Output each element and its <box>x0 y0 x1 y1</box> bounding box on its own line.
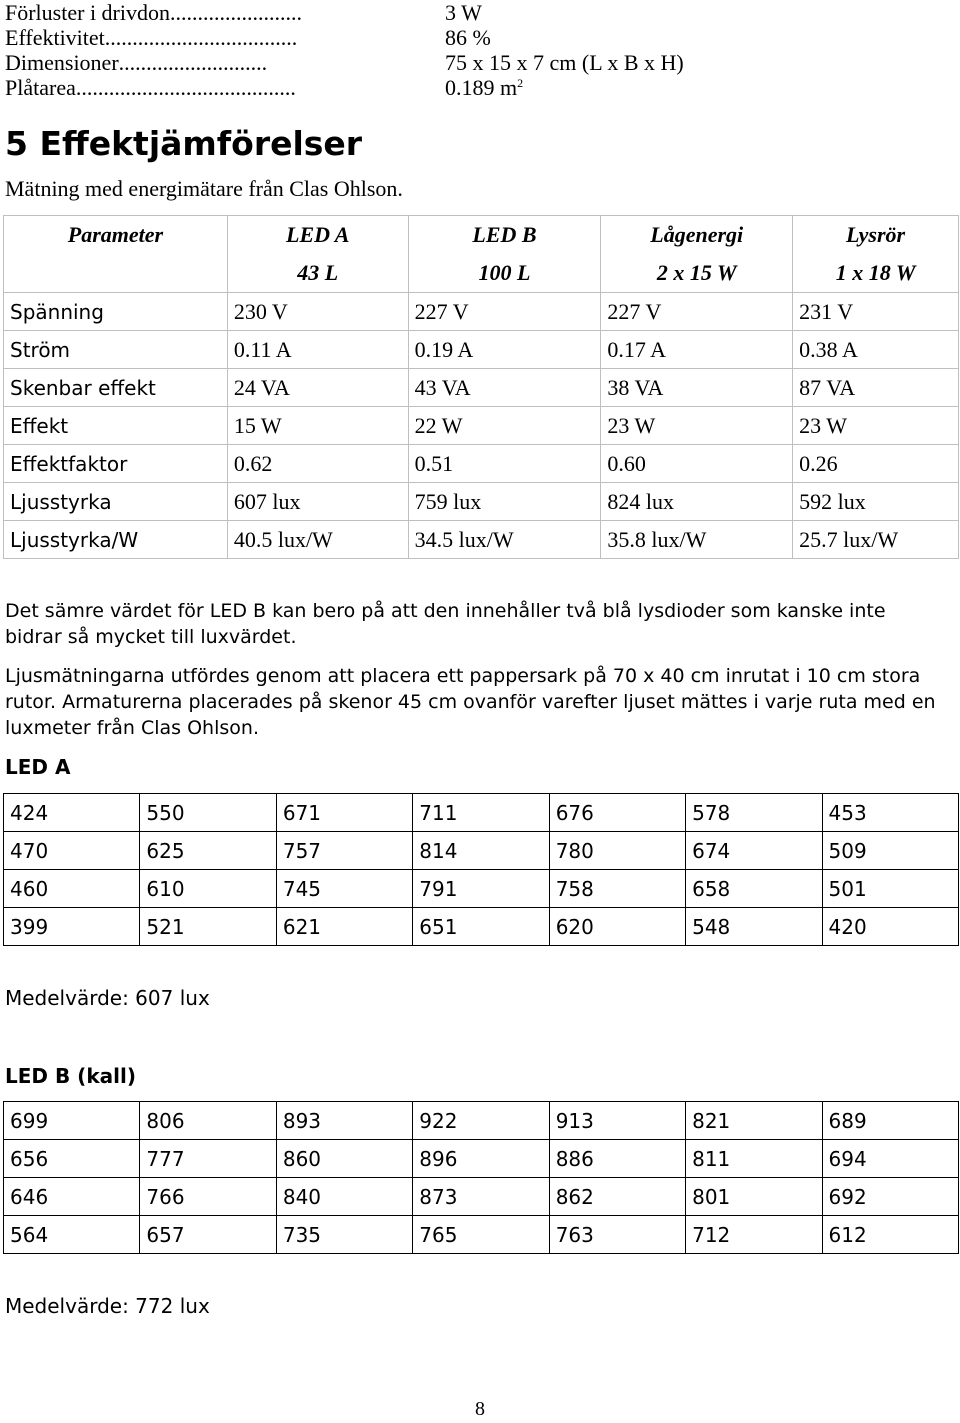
table-row <box>4 293 959 331</box>
grid-cell: 699 <box>4 1102 140 1140</box>
grid-cell: 801 <box>686 1178 822 1216</box>
comparison-header-row <box>4 216 959 293</box>
spec-value: 0.189 $m^2$ <box>445 75 524 100</box>
grid-cell: 757 <box>276 832 412 870</box>
table-row <box>4 521 959 559</box>
grid-cell: 735 <box>276 1216 412 1254</box>
grid-cell: 521 <box>140 908 276 946</box>
grid-cell: 424 <box>4 794 140 832</box>
value-cell: 0.60 <box>601 445 793 483</box>
value-cell: 0.51 <box>408 445 601 483</box>
param-cell: Ljusstyrka/W <box>4 521 228 559</box>
param-cell: Effekt <box>4 407 228 445</box>
grid-cell: 656 <box>4 1140 140 1178</box>
grid-cell: 399 <box>4 908 140 946</box>
grid-cell: 657 <box>140 1216 276 1254</box>
grid-cell: 564 <box>4 1216 140 1254</box>
led-a-mean: Medelvärde: 607 lux <box>5 986 210 1010</box>
table-row <box>4 369 959 407</box>
led-b-mean: Medelvärde: 772 lux <box>5 1294 210 1318</box>
value-cell: 227 V <box>408 293 601 331</box>
grid-cell: 689 <box>822 1102 958 1140</box>
grid-cell: 460 <box>4 870 140 908</box>
grid-cell: 712 <box>686 1216 822 1254</box>
led-a-grid <box>3 793 959 946</box>
table-row <box>4 483 959 521</box>
grid-cell: 420 <box>822 908 958 946</box>
grid-cell: 765 <box>413 1216 549 1254</box>
led-a-label: LED A <box>5 755 71 779</box>
table-row <box>4 445 959 483</box>
header-cell: LED B 100 L <box>408 216 601 293</box>
spec-line-dimensions: Dimensioner........................... 75 x 15 x 7 cm (L x B x H) <box>5 50 684 75</box>
grid-cell: 658 <box>686 870 822 908</box>
grid-cell: 893 <box>276 1102 412 1140</box>
grid-cell: 453 <box>822 794 958 832</box>
grid-cell: 509 <box>822 832 958 870</box>
grid-cell: 814 <box>413 832 549 870</box>
header-cell: LED A 43 L <box>227 216 408 293</box>
header-cell: Lågenergi 2 x 15 W <box>601 216 793 293</box>
value-cell: 0.62 <box>227 445 408 483</box>
grid-cell: 550 <box>140 794 276 832</box>
param-cell: Effektfaktor <box>4 445 228 483</box>
value-cell: 23 W <box>601 407 793 445</box>
grid-cell: 922 <box>413 1102 549 1140</box>
grid-cell: 711 <box>413 794 549 832</box>
grid-cell: 862 <box>549 1178 685 1216</box>
spec-value: 86 % <box>445 25 491 50</box>
grid-cell: 694 <box>822 1140 958 1178</box>
grid-cell: 470 <box>4 832 140 870</box>
value-cell: 592 lux <box>793 483 959 521</box>
table-row <box>4 908 959 946</box>
value-cell: 0.11 A <box>227 331 408 369</box>
value-cell: 0.26 <box>793 445 959 483</box>
value-cell: 23 W <box>793 407 959 445</box>
header-cell: Lysrör 1 x 18 W <box>793 216 959 293</box>
value-cell: 0.19 A <box>408 331 601 369</box>
grid-cell: 625 <box>140 832 276 870</box>
param-cell: Spänning <box>4 293 228 331</box>
value-cell: 15 W <box>227 407 408 445</box>
header-cell: Parameter <box>4 216 228 293</box>
value-cell: 231 V <box>793 293 959 331</box>
table-row <box>4 794 959 832</box>
table-row <box>4 870 959 908</box>
grid-cell: 780 <box>549 832 685 870</box>
value-cell: 43 VA <box>408 369 601 407</box>
param-cell: Skenbar effekt <box>4 369 228 407</box>
value-cell: 759 lux <box>408 483 601 521</box>
grid-cell: 886 <box>549 1140 685 1178</box>
section-intro: Mätning med energimätare från Clas Ohlson. <box>5 176 403 201</box>
grid-cell: 676 <box>549 794 685 832</box>
grid-cell: 913 <box>549 1102 685 1140</box>
page-number: 8 <box>475 1398 485 1420</box>
led-b-grid <box>3 1101 959 1254</box>
grid-cell: 806 <box>140 1102 276 1140</box>
value-cell: 35.8 lux/W <box>601 521 793 559</box>
table-row <box>4 407 959 445</box>
table-row <box>4 832 959 870</box>
value-cell: 87 VA <box>793 369 959 407</box>
grid-cell: 758 <box>549 870 685 908</box>
grid-cell: 621 <box>276 908 412 946</box>
grid-cell: 840 <box>276 1178 412 1216</box>
grid-cell: 610 <box>140 870 276 908</box>
grid-cell: 674 <box>686 832 822 870</box>
comparison-table <box>3 215 959 559</box>
grid-cell: 501 <box>822 870 958 908</box>
value-cell: 40.5 lux/W <box>227 521 408 559</box>
grid-cell: 821 <box>686 1102 822 1140</box>
grid-cell: 860 <box>276 1140 412 1178</box>
spec-value: 3 W <box>445 0 482 25</box>
grid-cell: 745 <box>276 870 412 908</box>
grid-cell: 763 <box>549 1216 685 1254</box>
value-cell: 607 lux <box>227 483 408 521</box>
spec-line-losses: Förluster i drivdon........................ 3 W <box>5 0 482 25</box>
grid-cell: 873 <box>413 1178 549 1216</box>
grid-cell: 651 <box>413 908 549 946</box>
paragraph-method: Ljusmätningarna utfördes genom att placera ett pappersark på 70 x 40 cm inrutat i 10 cm stora rutor. Armaturerna placerades på skenor 45 cm ovanför varefter ljuset mättes i varje ruta med en luxmeter från Clas Ohlson. <box>5 665 936 739</box>
grid-cell: 692 <box>822 1178 958 1216</box>
param-cell: Ström <box>4 331 228 369</box>
grid-cell: 646 <box>4 1178 140 1216</box>
table-row <box>4 331 959 369</box>
value-cell: 0.17 A <box>601 331 793 369</box>
spec-line-plate-area: Plåtarea........................................ 0.189 $m^2$ <box>5 75 524 100</box>
spec-value: 75 x 15 x 7 cm (L x B x H) <box>445 50 684 75</box>
grid-cell: 791 <box>413 870 549 908</box>
value-cell: 227 V <box>601 293 793 331</box>
table-row <box>4 1140 959 1178</box>
value-cell: 25.7 lux/W <box>793 521 959 559</box>
value-cell: 0.38 A <box>793 331 959 369</box>
grid-cell: 766 <box>140 1178 276 1216</box>
table-row <box>4 1216 959 1254</box>
paragraph-led-b-note: Det sämre värdet för LED B kan bero på att den innehåller två blå lysdioder som kanske inte bidrar så mycket till luxvärdet. <box>5 600 886 648</box>
grid-cell: 896 <box>413 1140 549 1178</box>
value-cell: 22 W <box>408 407 601 445</box>
value-cell: 230 V <box>227 293 408 331</box>
grid-cell: 548 <box>686 908 822 946</box>
value-cell: 24 VA <box>227 369 408 407</box>
grid-cell: 620 <box>549 908 685 946</box>
grid-cell: 811 <box>686 1140 822 1178</box>
led-b-label: LED B (kall) <box>5 1064 136 1088</box>
value-cell: 34.5 lux/W <box>408 521 601 559</box>
grid-cell: 671 <box>276 794 412 832</box>
grid-cell: 612 <box>822 1216 958 1254</box>
grid-cell: 777 <box>140 1140 276 1178</box>
value-cell: 824 lux <box>601 483 793 521</box>
table-row <box>4 1178 959 1216</box>
grid-cell: 578 <box>686 794 822 832</box>
spec-line-efficiency: Effektivitet................................... 86 % <box>5 25 491 50</box>
table-row <box>4 1102 959 1140</box>
value-cell: 38 VA <box>601 369 793 407</box>
section-heading: 5 Effektjämförelser <box>5 124 363 163</box>
param-cell: Ljusstyrka <box>4 483 228 521</box>
